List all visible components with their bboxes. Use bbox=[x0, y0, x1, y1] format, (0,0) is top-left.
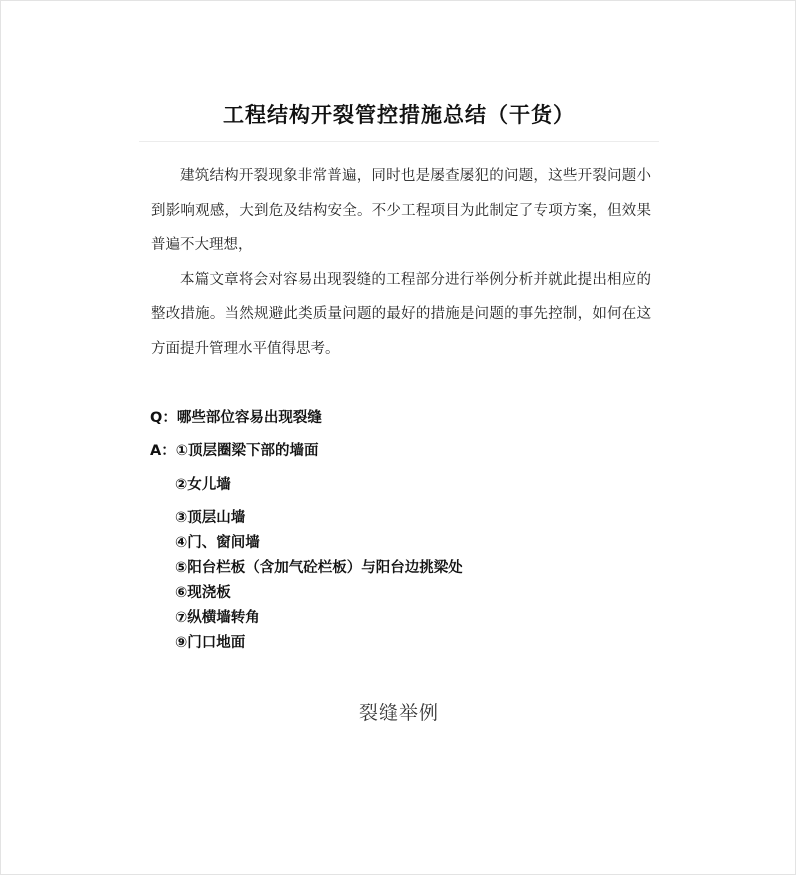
intro-paragraph-2: 本篇文章将会对容易出现裂缝的工程部分进行举例分析并就此提出相应的整改措施。当然规避此类质量问题的最好的措施是问题的事先控制，如何在这方面提升管理水平值得思考。 bbox=[151, 271, 651, 357]
section-heading: 裂缝举例 bbox=[358, 702, 439, 724]
answer-lead-line: A：①顶层圈梁下部的墙面 bbox=[150, 443, 319, 459]
question-line: Q：哪些部位容易出现裂缝 bbox=[150, 410, 322, 426]
article-title: 工程结构开裂管控措施总结（干货） bbox=[223, 103, 575, 127]
answer-list-item: ⑨门口地面 bbox=[175, 635, 246, 651]
intro-paragraph-1: 建筑结构开裂现象非常普遍，同时也是屡查屡犯的问题，这些开裂问题小到影响观感，大到危及结构安全。不少工程项目为此制定了专项方案，但效果普遍不大理想， bbox=[151, 168, 651, 253]
answer-list-item: ③顶层山墙 bbox=[175, 510, 246, 526]
answer-list-item: ④门、窗间墙 bbox=[175, 535, 260, 551]
answer-list-item: ⑦纵横墙转角 bbox=[175, 610, 260, 626]
qa-section bbox=[150, 408, 670, 653]
intro-section bbox=[151, 159, 651, 366]
answer-list-item: ⑥现浇板 bbox=[175, 585, 231, 601]
title-divider bbox=[139, 141, 659, 142]
answer-list-item: ⑤阳台栏板（含加气砼栏板）与阳台边挑梁处 bbox=[175, 560, 463, 576]
answer-list-item: ②女儿墙 bbox=[175, 477, 231, 493]
